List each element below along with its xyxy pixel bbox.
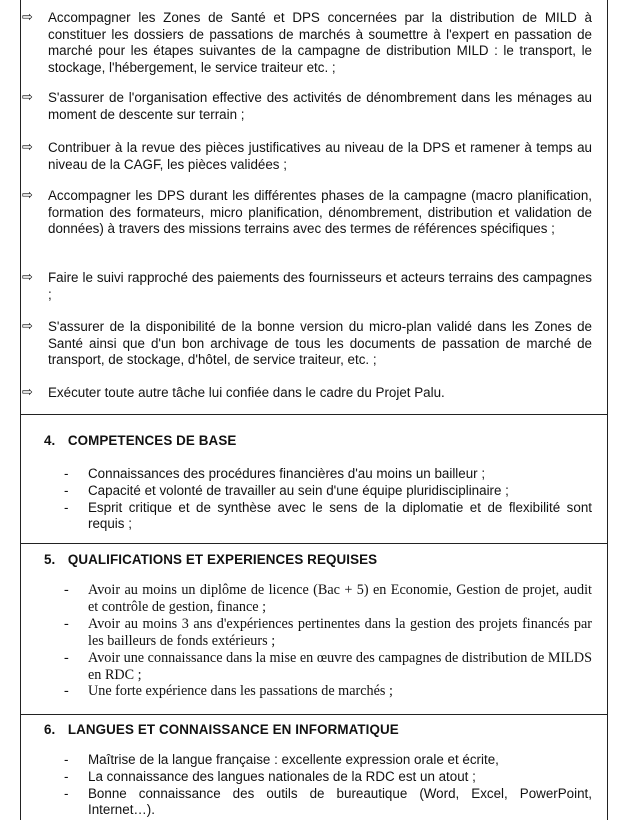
list-item: - La connaissance des langues nationales de la RDC est un atout ;	[64, 768, 476, 784]
languages-list	[64, 752, 592, 819]
task-item: ⇨ Exécuter toute autre tâche lui confiée dans le cadre du Projet Palu.	[22, 385, 445, 400]
list-item: - Bonne connaissance des outils de bureautique (Word, Excel, PowerPoint, Internet…).	[64, 785, 592, 818]
arrow-right-icon: ⇨	[22, 140, 33, 155]
task-item: ⇨ Faire le suivi rapproché des paiements des fournisseurs et acteurs terrains des campagnes ;	[22, 270, 592, 302]
task-item: ⇨ Contribuer à la revue des pièces justificatives au niveau de la DPS et ramener à temps au niveau de la CAGF, les pièces validées ;	[22, 140, 592, 172]
list-item: - Connaissances des procédures financières d'au moins un bailleur ;	[64, 466, 486, 481]
section-heading: 4. COMPETENCES DE BASE	[44, 433, 237, 448]
arrow-right-icon: ⇨	[22, 90, 33, 105]
task-item: ⇨ Accompagner les Zones de Santé et DPS concernées par la distribution de MILD à constituer les dossiers de passations de marchés à soumettre à l'expert en passation de marché pour les étapes suivantes de la campagne de distribution MILD : le transport, le stockage, l'hébergement, le service traiteur etc. ;	[22, 10, 592, 75]
list-item: - Avoir au moins un diplôme de licence (Bac + 5) en Economie, Gestion de projet, audit et contrôle de gestion, finance ;	[64, 582, 592, 615]
list-item: - Esprit critique et de synthèse avec le sens de la diplomatie et de flexibilité sont requis ;	[64, 499, 592, 532]
section-divider	[20, 714, 608, 715]
task-item: ⇨ S'assurer de la disponibilité de la bonne version du micro-plan validé dans les Zones de Santé ainsi que d'un bon archivage de tous les documents de passation de marché de transport, de stockage, d'hôtel, de service traiteur, etc. ;	[22, 319, 592, 368]
arrow-right-icon: ⇨	[22, 270, 33, 285]
qualifications-list	[64, 582, 592, 700]
list-item: - Avoir une connaissance dans la mise en œuvre des campagnes de distribution de MILDS en RDC ;	[64, 649, 592, 683]
list-item: - Capacité et volonté de travailler au sein d'une équipe pluridisciplinaire ;	[64, 482, 509, 498]
section-heading: 5. QUALIFICATIONS ET EXPERIENCES REQUISES	[44, 552, 378, 567]
task-item: ⇨ S'assurer de l'organisation effective des activités de dénombrement dans les ménages au moment de descente sur terrain ;	[22, 90, 592, 122]
section-heading: 6. LANGUES ET CONNAISSANCE EN INFORMATIQUE	[44, 722, 399, 737]
section-divider	[20, 543, 608, 544]
list-item: - Avoir au moins 3 ans d'expériences pertinentes dans la gestion des projets financés par les bailleurs de fonds extérieurs ;	[64, 615, 592, 649]
list-item: - Une forte expérience dans les passations de marchés ;	[64, 683, 393, 700]
task-item: ⇨ Accompagner les DPS durant les différentes phases de la campagne (macro planification, formation des formateurs, micro planification, dénombrement, distribution et validation de données) à travers des missions terrains avec des termes de références spécifiques ;	[22, 188, 592, 237]
arrow-right-icon: ⇨	[22, 385, 33, 400]
arrow-right-icon: ⇨	[22, 188, 33, 203]
section-divider	[20, 414, 608, 415]
competences-list	[64, 466, 592, 533]
arrow-right-icon: ⇨	[22, 319, 33, 334]
list-item: - Maîtrise de la langue française : excellente expression orale et écrite,	[64, 752, 499, 767]
arrow-right-icon: ⇨	[22, 10, 33, 25]
